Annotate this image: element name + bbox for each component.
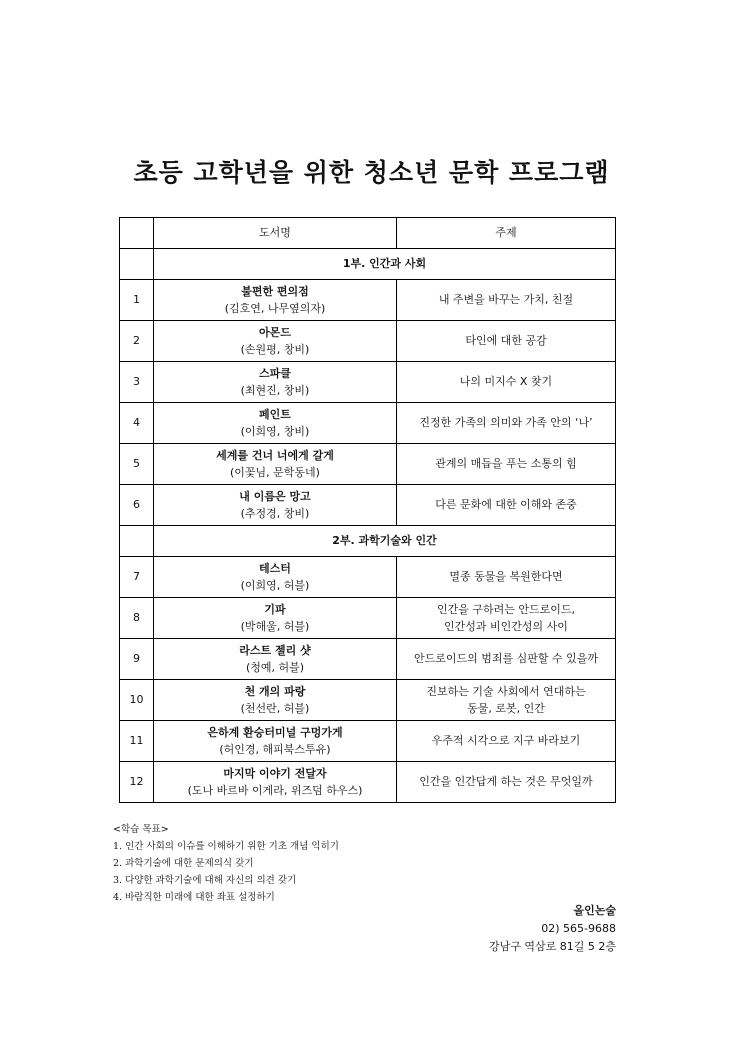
table-row bbox=[120, 403, 616, 444]
book-cell bbox=[154, 280, 397, 321]
table-row bbox=[120, 444, 616, 485]
book-author-publisher: (추정경, 창비) bbox=[240, 507, 310, 520]
row-number: 8 bbox=[120, 598, 154, 639]
table-row bbox=[120, 598, 616, 639]
goal-item: 2. 과학기술에 대한 문제의식 갖기 bbox=[113, 858, 254, 869]
table-row bbox=[120, 639, 616, 680]
theme-cell: 안드로이드의 범죄를 심판할 수 있을까 bbox=[397, 639, 616, 680]
book-cell bbox=[154, 639, 397, 680]
table-row bbox=[120, 362, 616, 403]
book-author-publisher: (손원평, 창비) bbox=[240, 343, 310, 356]
header-book-cell: 도서명 bbox=[154, 218, 397, 249]
theme-cell: 멸종 동물을 복원한다면 bbox=[397, 557, 616, 598]
book-cell bbox=[154, 721, 397, 762]
book-title: 불편한 편의점 bbox=[241, 284, 309, 298]
book-author-publisher: (최현진, 창비) bbox=[240, 384, 310, 397]
header-theme-cell: 주제 bbox=[397, 218, 616, 249]
book-title: 기파 bbox=[264, 602, 286, 616]
book-title: 내 이름은 망고 bbox=[239, 489, 311, 503]
goal-item: 3. 다양한 과학기술에 대해 자신의 의견 갖기 bbox=[113, 875, 297, 886]
learning-goals bbox=[113, 821, 339, 906]
theme-cell: 인간을 구하려는 안드로이드, 인간성과 비인간성의 사이 bbox=[397, 598, 616, 639]
part1-num-cell bbox=[120, 249, 154, 280]
book-title: 아몬드 bbox=[259, 325, 291, 339]
theme-cell: 진정한 가족의 의미와 가족 안의 ‘나’ bbox=[397, 403, 616, 444]
row-number: 3 bbox=[120, 362, 154, 403]
theme-cell: 우주적 시각으로 지구 바라보기 bbox=[397, 721, 616, 762]
book-title: 마지막 이야기 전달자 bbox=[223, 766, 327, 780]
book-title: 페인트 bbox=[259, 407, 291, 421]
program-table bbox=[119, 217, 616, 803]
book-cell bbox=[154, 362, 397, 403]
table-header-row bbox=[120, 218, 616, 249]
phone-number: 02) 565-9688 bbox=[541, 922, 616, 935]
book-author-publisher: (박해울, 허블) bbox=[240, 620, 310, 633]
book-title: 라스트 젤리 샷 bbox=[239, 643, 311, 657]
book-cell bbox=[154, 557, 397, 598]
book-cell bbox=[154, 762, 397, 803]
row-number: 7 bbox=[120, 557, 154, 598]
part2-heading: 2부. 과학기술와 인간 bbox=[154, 526, 616, 557]
book-cell bbox=[154, 444, 397, 485]
row-number: 12 bbox=[120, 762, 154, 803]
book-author-publisher: (청예, 허블) bbox=[245, 661, 305, 674]
theme-cell: 내 주변을 바꾸는 가치, 친절 bbox=[397, 280, 616, 321]
row-number: 9 bbox=[120, 639, 154, 680]
book-title: 은하계 환승터미널 구멍가게 bbox=[207, 725, 343, 739]
book-author-publisher: (김호연, 나무옆의자) bbox=[224, 302, 326, 315]
book-title: 테스터 bbox=[259, 561, 291, 575]
table-row bbox=[120, 680, 616, 721]
table-row bbox=[120, 280, 616, 321]
book-author-publisher: (이희영, 창비) bbox=[240, 425, 310, 438]
theme-cell: 다른 문화에 대한 이해와 존중 bbox=[397, 485, 616, 526]
theme-cell: 관계의 매듭을 푸는 소통의 힘 bbox=[397, 444, 616, 485]
goals-list bbox=[113, 838, 339, 906]
row-number: 10 bbox=[120, 680, 154, 721]
row-number: 4 bbox=[120, 403, 154, 444]
row-number: 2 bbox=[120, 321, 154, 362]
part1-heading: 1부. 인간과 사회 bbox=[154, 249, 616, 280]
row-number: 1 bbox=[120, 280, 154, 321]
table-row bbox=[120, 721, 616, 762]
row-number: 5 bbox=[120, 444, 154, 485]
row-number: 6 bbox=[120, 485, 154, 526]
footer-contact bbox=[489, 902, 616, 956]
book-cell bbox=[154, 403, 397, 444]
goal-item: 1. 인간 사회의 이슈를 이해하기 위한 기초 개념 익히기 bbox=[113, 841, 339, 852]
book-title: 세계를 건너 너에게 갈게 bbox=[216, 448, 334, 462]
theme-cell: 진보하는 기술 사회에서 연대하는 동물, 로봇, 인간 bbox=[397, 680, 616, 721]
address: 강남구 역삼로 81길 5 2층 bbox=[489, 940, 616, 953]
book-author-publisher: (이꽃님, 문학동네) bbox=[230, 466, 320, 479]
book-title: 천 개의 파랑 bbox=[244, 684, 306, 698]
part2-row bbox=[120, 526, 616, 557]
book-cell bbox=[154, 485, 397, 526]
page-title: 초등 고학년을 위한 청소년 문학 프로그램 bbox=[133, 158, 610, 187]
book-author-publisher: (이희영, 허블) bbox=[240, 579, 310, 592]
part2-num-cell bbox=[120, 526, 154, 557]
table-row bbox=[120, 557, 616, 598]
table-row bbox=[120, 762, 616, 803]
book-author-publisher: (도나 바르바 이게라, 위즈덤 하우스) bbox=[187, 784, 363, 797]
theme-cell: 나의 미지수 X 찾기 bbox=[397, 362, 616, 403]
header-num-cell bbox=[120, 218, 154, 249]
goal-item: 4. 바람직한 미래에 대한 좌표 설정하기 bbox=[113, 892, 275, 903]
table-row bbox=[120, 321, 616, 362]
book-author-publisher: (허인경, 해피북스투유) bbox=[219, 743, 331, 756]
book-title: 스파클 bbox=[259, 366, 291, 380]
part1-row bbox=[120, 249, 616, 280]
theme-cell: 인간을 인간답게 하는 것은 무엇일까 bbox=[397, 762, 616, 803]
book-cell bbox=[154, 680, 397, 721]
book-cell bbox=[154, 321, 397, 362]
table-row bbox=[120, 485, 616, 526]
organization-name: 올인논술 bbox=[573, 904, 616, 917]
theme-cell: 타인에 대한 공감 bbox=[397, 321, 616, 362]
row-number: 11 bbox=[120, 721, 154, 762]
book-author-publisher: (천선란, 허블) bbox=[240, 702, 310, 715]
goals-heading: <학습 목표> bbox=[113, 824, 169, 835]
book-cell bbox=[154, 598, 397, 639]
